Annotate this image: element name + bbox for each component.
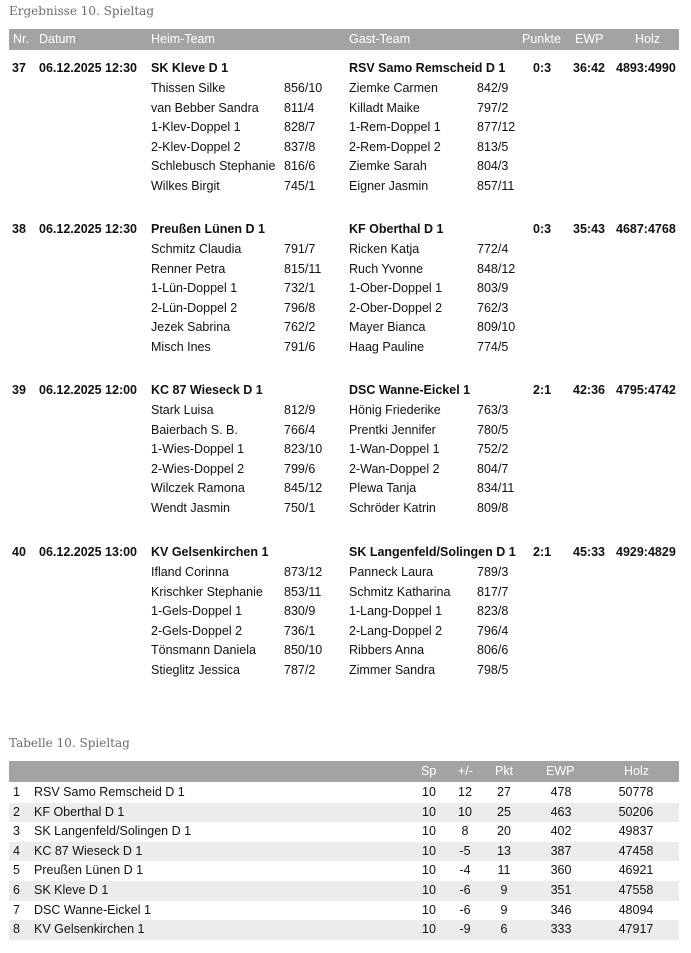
home-player-name: Wilkes Birgit (151, 178, 220, 193)
away-player-name: 1-Ober-Doppel 1 (349, 281, 443, 295)
diff-cell: -9 (459, 922, 471, 937)
away-player-score: 877/12 (477, 120, 516, 134)
pkt-cell: 13 (497, 843, 511, 858)
home-player-score: 850/10 (284, 643, 323, 657)
home-player-score: 762/2 (284, 320, 316, 334)
home-player-score: 816/6 (284, 159, 316, 173)
home-player-score: 853/11 (284, 584, 322, 599)
home-team: KC 87 Wieseck D 1 (151, 383, 263, 397)
header-diff: +/- (458, 764, 473, 778)
home-player-name: 2-Klev-Doppel 2 (151, 139, 241, 154)
away-player-name: Ribbers Anna (349, 643, 425, 657)
rank-cell: 3 (13, 824, 20, 839)
team-cell: KC 87 Wieseck D 1 (34, 843, 143, 858)
away-player-score: 817/7 (477, 584, 509, 599)
away-team: SK Langenfeld/Solingen D 1 (349, 545, 516, 559)
away-player-score: 848/12 (477, 261, 516, 276)
away-player-score: 762/3 (477, 300, 509, 315)
holz-cell: 46921 (618, 863, 654, 878)
diff-cell: -6 (459, 882, 471, 897)
ewp-cell: 478 (550, 785, 572, 799)
sp-cell: 10 (422, 922, 436, 937)
away-player-score: 763/3 (477, 403, 509, 417)
match-holz: 4929:4829 (616, 545, 676, 559)
table-row (9, 881, 679, 901)
away-player-score: 834/11 (477, 481, 515, 495)
pkt-cell: 11 (497, 863, 511, 878)
home-player-name: 1-Wies-Doppel 1 (151, 442, 245, 456)
team-cell: KV Gelsenkirchen 1 (34, 922, 145, 937)
rank-cell: 2 (13, 804, 20, 819)
match-nr: 40 (12, 545, 26, 559)
home-player-score: 823/10 (284, 442, 323, 456)
match-ewp: 35:43 (573, 222, 605, 236)
diff-cell: 10 (458, 804, 472, 819)
header-holz: Holz (624, 764, 650, 778)
sp-cell: 10 (422, 785, 436, 799)
away-player-name: Prentki Jennifer (349, 422, 436, 437)
header-holz: Holz (635, 32, 661, 46)
away-player-name: Ziemke Sarah (349, 159, 427, 173)
home-player-score: 766/4 (284, 422, 316, 437)
diff-cell: 8 (461, 824, 469, 839)
results-title: Ergebnisse 10. Spieltag (9, 4, 154, 18)
home-player-name: van Bebber Sandra (151, 100, 259, 115)
home-player-name: Renner Petra (151, 261, 226, 276)
away-player-name: 2-Rem-Doppel 2 (349, 139, 441, 154)
home-team: KV Gelsenkirchen 1 (151, 545, 269, 559)
team-cell: SK Langenfeld/Solingen D 1 (34, 824, 192, 839)
home-player-name: Schlebusch Stephanie (151, 159, 276, 173)
home-player-name: Jezek Sabrina (151, 320, 231, 334)
away-player-name: 2-Ober-Doppel 2 (349, 300, 443, 315)
pkt-cell: 9 (500, 882, 508, 897)
match-block (0, 222, 691, 358)
sp-cell: 10 (422, 843, 436, 858)
match-points: 2:1 (533, 383, 552, 397)
home-player-name: Schmitz Claudia (151, 242, 242, 256)
away-player-score: 842/9 (477, 81, 509, 95)
holz-cell: 50778 (618, 785, 654, 799)
home-player-score: 811/4 (284, 100, 315, 115)
holz-cell: 50206 (618, 804, 654, 819)
table-row (9, 861, 679, 881)
away-player-name: Killadt Maike (349, 100, 420, 115)
away-player-score: 804/7 (477, 461, 509, 476)
home-player-name: 2-Wies-Doppel 2 (151, 461, 245, 476)
away-player-name: 1-Lang-Doppel 1 (349, 604, 443, 618)
sp-cell: 10 (422, 863, 436, 878)
away-player-name: Schröder Katrin (349, 500, 436, 515)
home-player-score: 750/1 (284, 500, 316, 515)
match-block (0, 61, 691, 197)
home-player-name: 2-Lün-Doppel 2 (151, 300, 238, 315)
diff-cell: 12 (458, 785, 472, 799)
header-heim-team: Heim-Team (151, 32, 215, 46)
match-date: 06.12.2025 13:00 (39, 545, 138, 559)
header-datum: Datum (39, 32, 76, 46)
match-date: 06.12.2025 12:00 (39, 383, 138, 397)
home-player-score: 732/1 (284, 281, 316, 295)
home-player-name: 1-Lün-Doppel 1 (151, 281, 238, 295)
header-gast-team: Gast-Team (349, 32, 411, 46)
diff-cell: -5 (459, 843, 471, 858)
sp-cell: 10 (422, 902, 436, 917)
match-ewp: 42:36 (573, 383, 605, 397)
rank-cell: 8 (13, 922, 20, 937)
home-player-name: Krischker Stephanie (151, 584, 263, 599)
ewp-cell: 333 (550, 922, 572, 937)
pkt-cell: 6 (500, 922, 508, 937)
away-player-name: Panneck Laura (349, 565, 434, 579)
away-player-score: 809/8 (477, 500, 509, 515)
match-holz: 4893:4990 (616, 61, 676, 75)
header-sp: Sp (421, 764, 437, 778)
away-player-name: Ricken Katja (349, 242, 420, 256)
sp-cell: 10 (422, 882, 436, 897)
match-nr: 39 (12, 383, 26, 397)
table-row (9, 803, 679, 823)
home-player-score: 791/6 (284, 339, 316, 354)
diff-cell: -6 (459, 902, 471, 917)
away-player-score: 803/9 (477, 281, 509, 295)
standings-table (9, 783, 679, 940)
home-player-name: Stieglitz Jessica (151, 662, 240, 677)
home-player-name: Thissen Silke (151, 81, 226, 95)
ewp-cell: 360 (550, 863, 572, 878)
away-team: DSC Wanne-Eickel 1 (349, 383, 471, 397)
away-player-name: Ruch Yvonne (349, 261, 424, 276)
home-player-score: 787/2 (284, 662, 316, 677)
pkt-cell: 25 (497, 804, 511, 819)
home-player-name: Wendt Jasmin (151, 500, 230, 515)
header-ewp: EWP (546, 764, 575, 778)
table-header (9, 761, 679, 782)
home-player-score: 815/11 (284, 261, 322, 276)
holz-cell: 48094 (618, 902, 654, 917)
table-title: Tabelle 10. Spieltag (9, 736, 130, 750)
pkt-cell: 27 (497, 785, 511, 799)
ewp-cell: 463 (550, 804, 572, 819)
away-team: RSV Samo Remscheid D 1 (349, 61, 506, 75)
home-player-score: 837/8 (284, 139, 316, 154)
away-player-score: 789/3 (477, 565, 509, 579)
home-team: Preußen Lünen D 1 (151, 222, 265, 236)
match-holz: 4687:4768 (616, 222, 676, 236)
home-player-name: 1-Gels-Doppel 1 (151, 604, 243, 618)
match-ewp: 36:42 (573, 61, 605, 75)
home-player-score: 856/10 (284, 81, 323, 95)
table-row (9, 920, 679, 940)
table-row (9, 822, 679, 842)
home-player-score: 745/1 (284, 178, 316, 193)
away-player-name: Eigner Jasmin (349, 178, 429, 193)
away-player-score: 797/2 (477, 100, 509, 115)
home-player-score: 796/8 (284, 300, 316, 315)
table-row (9, 783, 679, 803)
home-player-score: 845/12 (284, 481, 323, 495)
away-player-score: 774/5 (477, 339, 509, 354)
away-player-name: 2-Lang-Doppel 2 (349, 623, 443, 638)
holz-cell: 49837 (618, 824, 654, 839)
home-player-score: 791/7 (284, 242, 316, 256)
rank-cell: 6 (13, 882, 20, 897)
away-player-name: 1-Rem-Doppel 1 (349, 120, 441, 134)
ewp-cell: 402 (550, 824, 572, 839)
match-nr: 37 (12, 61, 26, 75)
away-player-name: Mayer Bianca (349, 320, 426, 334)
ewp-cell: 346 (550, 902, 572, 917)
holz-cell: 47458 (618, 843, 654, 858)
ewp-cell: 387 (550, 843, 572, 858)
match-date: 06.12.2025 12:30 (39, 61, 138, 75)
away-player-score: 813/5 (477, 139, 509, 154)
home-player-name: 1-Klev-Doppel 1 (151, 120, 241, 134)
away-player-score: 804/3 (477, 159, 509, 173)
match-ewp: 45:33 (573, 545, 605, 559)
header-ewp: EWP (575, 32, 604, 46)
home-player-name: Ifland Corinna (151, 565, 229, 579)
home-player-name: Wilczek Ramona (151, 481, 245, 495)
team-cell: KF Oberthal D 1 (34, 804, 125, 819)
table-row (9, 901, 679, 921)
away-player-name: 2-Wan-Doppel 2 (349, 461, 440, 476)
home-player-score: 828/7 (284, 120, 316, 134)
ewp-cell: 351 (550, 882, 572, 897)
match-block (0, 545, 691, 681)
away-player-score: 809/10 (477, 320, 516, 334)
team-cell: RSV Samo Remscheid D 1 (34, 785, 185, 799)
team-cell: Preußen Lünen D 1 (34, 863, 144, 878)
header-punkte: Punkte (522, 32, 561, 46)
match-points: 2:1 (533, 545, 552, 559)
away-player-score: 752/2 (477, 442, 509, 456)
holz-cell: 47917 (618, 922, 654, 937)
rank-cell: 7 (13, 902, 20, 917)
away-player-name: Haag Pauline (349, 339, 425, 354)
holz-cell: 47558 (618, 882, 654, 897)
home-player-name: 2-Gels-Doppel 2 (151, 623, 243, 638)
home-player-score: 812/9 (284, 403, 316, 417)
away-team: KF Oberthal D 1 (349, 222, 444, 236)
match-nr: 38 (12, 222, 26, 236)
away-player-name: Ziemke Carmen (349, 81, 438, 95)
match-points: 0:3 (533, 222, 552, 236)
pkt-cell: 9 (500, 902, 508, 917)
match-holz: 4795:4742 (616, 383, 676, 397)
team-cell: DSC Wanne-Eickel 1 (34, 902, 151, 917)
away-player-name: 1-Wan-Doppel 1 (349, 442, 440, 456)
home-player-name: Misch Ines (151, 339, 211, 354)
away-player-score: 796/4 (477, 623, 509, 638)
pkt-cell: 20 (497, 824, 511, 839)
match-block (0, 383, 691, 519)
results-header (9, 29, 679, 50)
away-player-score: 780/5 (477, 422, 509, 437)
sp-cell: 10 (422, 804, 436, 819)
home-player-name: Baierbach S. B. (151, 422, 238, 437)
rank-cell: 1 (13, 785, 20, 799)
match-date: 06.12.2025 12:30 (39, 222, 138, 236)
header-nr: Nr. (13, 32, 29, 46)
away-player-score: 857/11 (477, 178, 515, 193)
sp-cell: 10 (422, 824, 436, 839)
match-points: 0:3 (533, 61, 552, 75)
home-player-score: 830/9 (284, 604, 316, 618)
diff-cell: -4 (459, 863, 471, 878)
away-player-name: Plewa Tanja (349, 481, 417, 495)
home-player-name: Stark Luisa (151, 403, 214, 417)
team-cell: SK Kleve D 1 (34, 882, 109, 897)
home-player-score: 799/6 (284, 461, 316, 476)
away-player-score: 772/4 (477, 242, 509, 256)
away-player-score: 823/8 (477, 604, 509, 618)
home-player-score: 736/1 (284, 623, 316, 638)
away-player-score: 798/5 (477, 662, 509, 677)
home-team: SK Kleve D 1 (151, 61, 229, 75)
home-player-score: 873/12 (284, 565, 323, 579)
away-player-name: Zimmer Sandra (349, 662, 436, 677)
rank-cell: 4 (13, 843, 20, 858)
rank-cell: 5 (13, 863, 20, 878)
away-player-name: Schmitz Katharina (349, 584, 451, 599)
away-player-name: Hönig Friederike (349, 403, 441, 417)
header-pkt: Pkt (495, 764, 514, 778)
table-row (9, 842, 679, 862)
home-player-name: Tönsmann Daniela (151, 643, 256, 657)
away-player-score: 806/6 (477, 643, 509, 657)
